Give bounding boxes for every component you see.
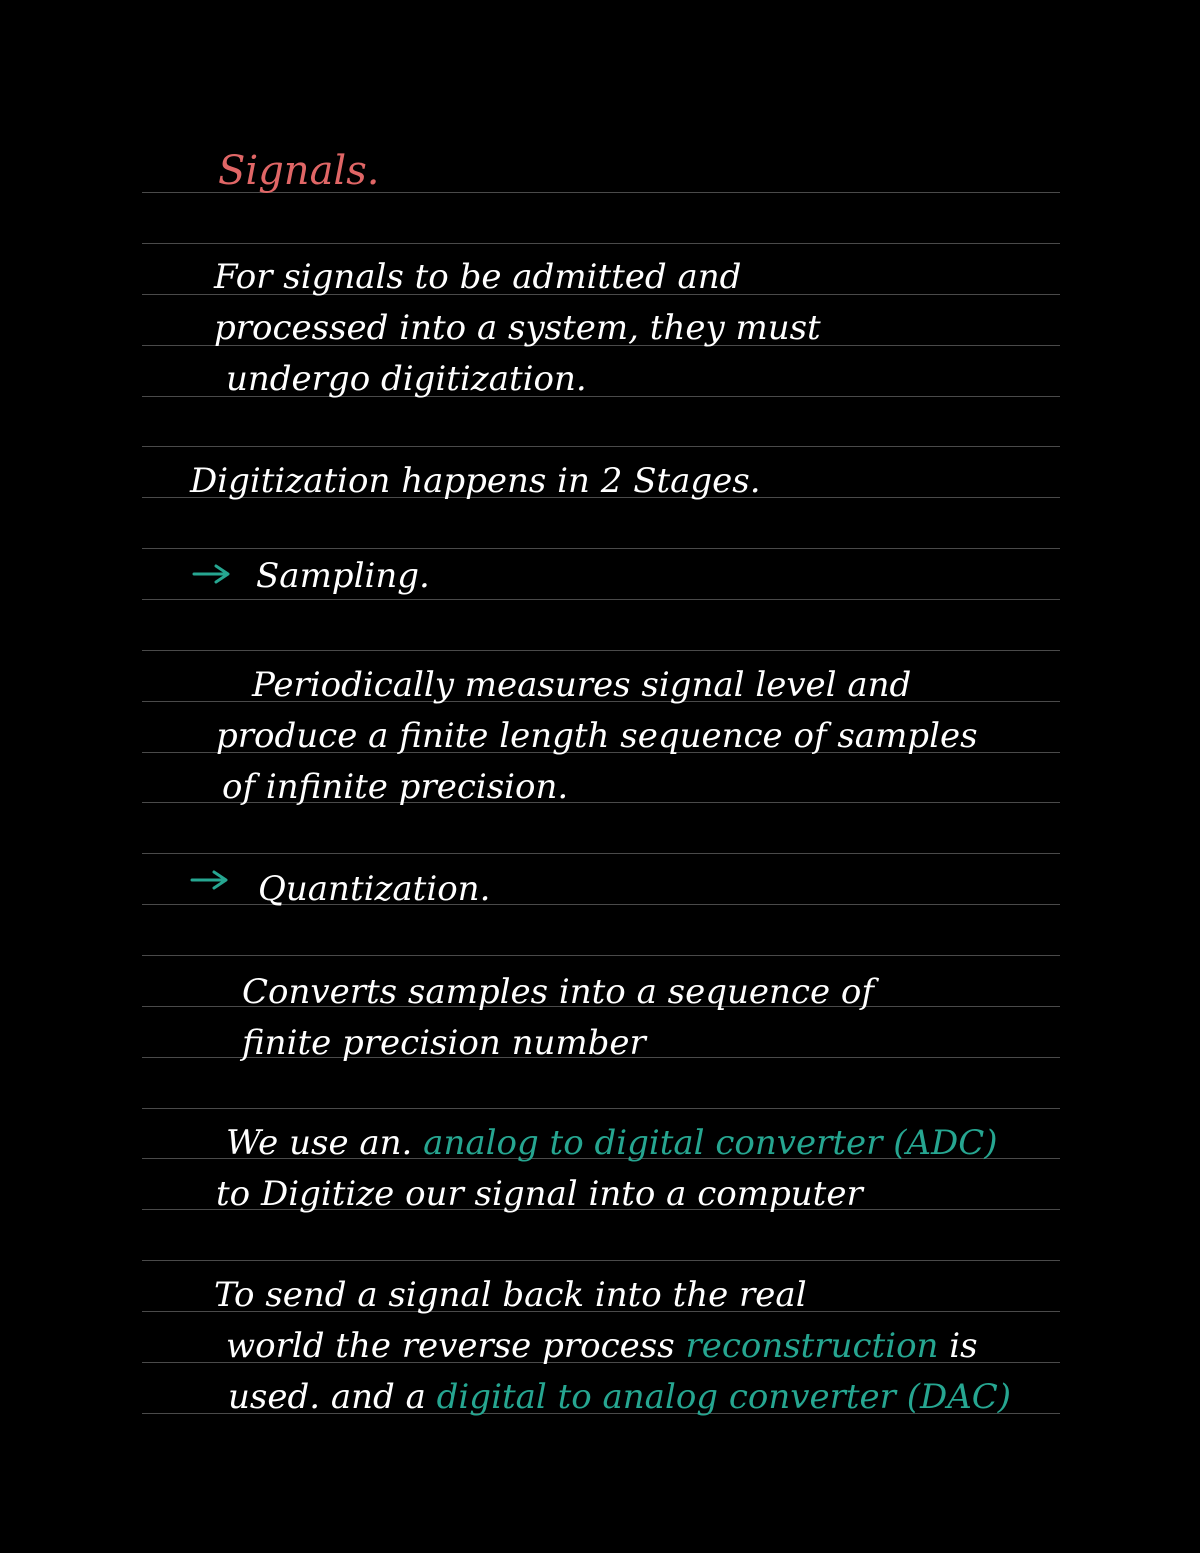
right-arrow-icon <box>192 562 232 586</box>
dac-line-2-suffix: is <box>949 1326 978 1366</box>
intro-line-1: For signals to be admitted and <box>214 257 742 297</box>
sampling-line-2: produce a finite length sequence of samples <box>216 716 978 756</box>
adc-line-2: to Digitize our signal into a computer <box>216 1174 863 1214</box>
adc-line-1 <box>226 1118 998 1169</box>
sampling-heading: Sampling. <box>256 556 430 596</box>
quantization-line-1: Converts samples into a sequence of <box>242 972 874 1012</box>
dac-line-2-text: world the reverse process <box>226 1326 675 1366</box>
dac-line-3-text: used. and a <box>228 1377 426 1417</box>
rule-line <box>142 853 1060 854</box>
adc-line-1-text: We use an. <box>226 1123 413 1163</box>
dac-line-1: To send a signal back into the real <box>214 1275 807 1315</box>
rule-line <box>142 548 1060 549</box>
rule-line <box>142 446 1060 447</box>
rule-line <box>142 243 1060 244</box>
intro-line-2: processed into a system, they must <box>214 308 821 348</box>
sampling-line-3: of infinite precision. <box>222 767 569 807</box>
intro-line-3: undergo digitization. <box>226 359 587 399</box>
adc-highlight: analog to digital converter (ADC) <box>423 1123 998 1163</box>
rule-line <box>142 955 1060 956</box>
dac-line-2 <box>226 1321 978 1372</box>
rule-line <box>142 650 1060 651</box>
sampling-line-1: Periodically measures signal level and <box>252 665 912 705</box>
right-arrow-icon <box>190 868 230 892</box>
dac-highlight: digital to analog converter (DAC) <box>436 1377 1012 1417</box>
rule-line <box>142 1108 1060 1109</box>
quantization-heading: Quantization. <box>258 869 491 909</box>
stages-heading: Digitization happens in 2 Stages. <box>190 461 761 501</box>
dac-line-3 <box>228 1372 1011 1423</box>
reconstruction-highlight: reconstruction <box>685 1326 939 1366</box>
page-title: Signals. <box>218 148 380 194</box>
quantization-line-2: finite precision number <box>242 1023 646 1063</box>
rule-line <box>142 1260 1060 1261</box>
